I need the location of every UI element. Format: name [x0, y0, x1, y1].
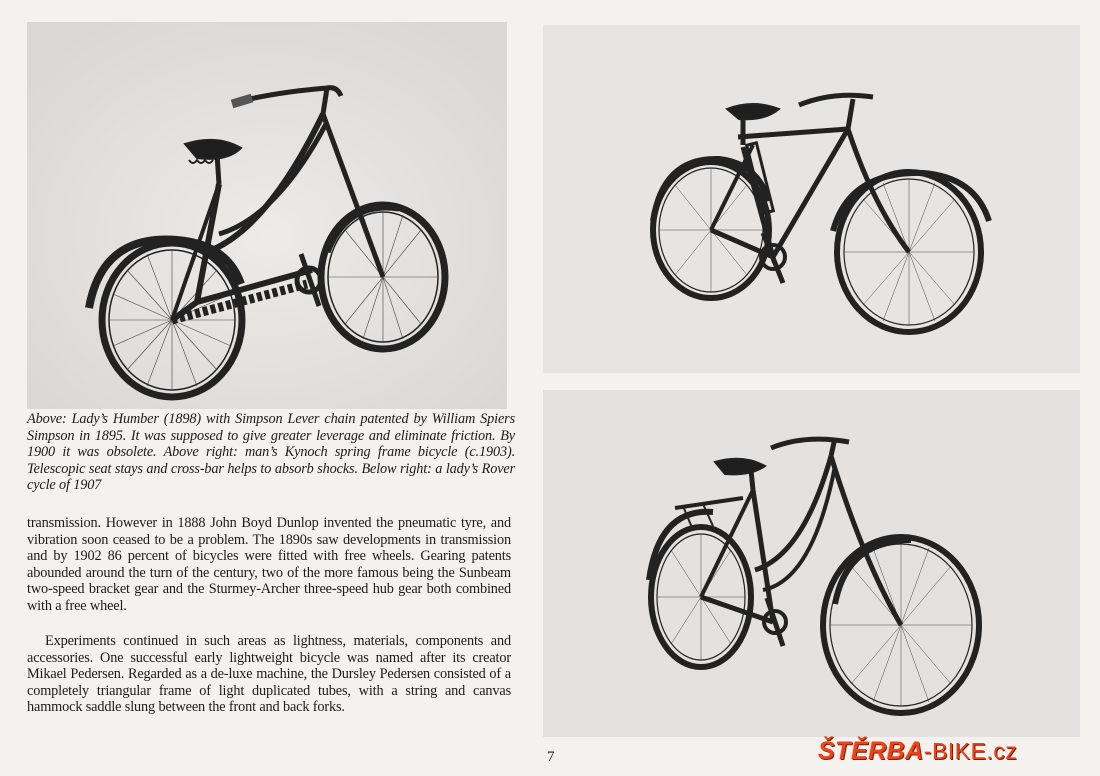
page-number: 7: [547, 749, 555, 765]
bicycle-illustration-humber: [27, 22, 507, 409]
watermark-brand: ŠTĚRBA: [818, 737, 924, 765]
photo-caption: Above: Lady’s Humber (1898) with Simpson Lever chain patented by William Spiers Simpson in 1895. It was supposed to give greater leverage and eliminate friction. By 1900 it was obsolete. Above right: man’s Kynoch spring frame bicycle (c.1903). Telescopic seat stays and cross-bar helps to absorb shocks. Below right: a lady’s Rover cycle of 1907: [27, 411, 515, 494]
bicycle-illustration-kynoch: [543, 25, 1080, 373]
photo-ladys-humber: [27, 22, 507, 409]
body-paragraph-2: Experiments continued in such areas as lightness, materials, components and accessories. One successful early lightweight bicycle was named after its creator Mikael Pedersen. Regarded as a de-luxe machine, the Dursley Pedersen consisted of a completely triangular frame of light duplicated tubes, with a string and canvas hammock saddle slung between the front and back forks.: [27, 633, 511, 716]
watermark-suffix: -BIKE.cz: [923, 738, 1018, 764]
bicycle-illustration-rover: [543, 390, 1080, 737]
body-paragraph-1: transmission. However in 1888 John Boyd Dunlop invented the pneumatic tyre, and vibration soon ceased to be a problem. The 1890s saw developments in transmission and by 1902 86 percent of bicycles were fitted with free wheels. Gearing patents abounded around the turn of the century, two of the more famous being the Sunbeam two-speed bracket gear and the Sturmey-Archer three-speed hub gear both combined with a free wheel.: [27, 515, 511, 614]
photo-ladys-rover: [543, 390, 1080, 737]
photo-mans-kynoch: [543, 25, 1080, 373]
watermark-logo: [818, 737, 1017, 766]
